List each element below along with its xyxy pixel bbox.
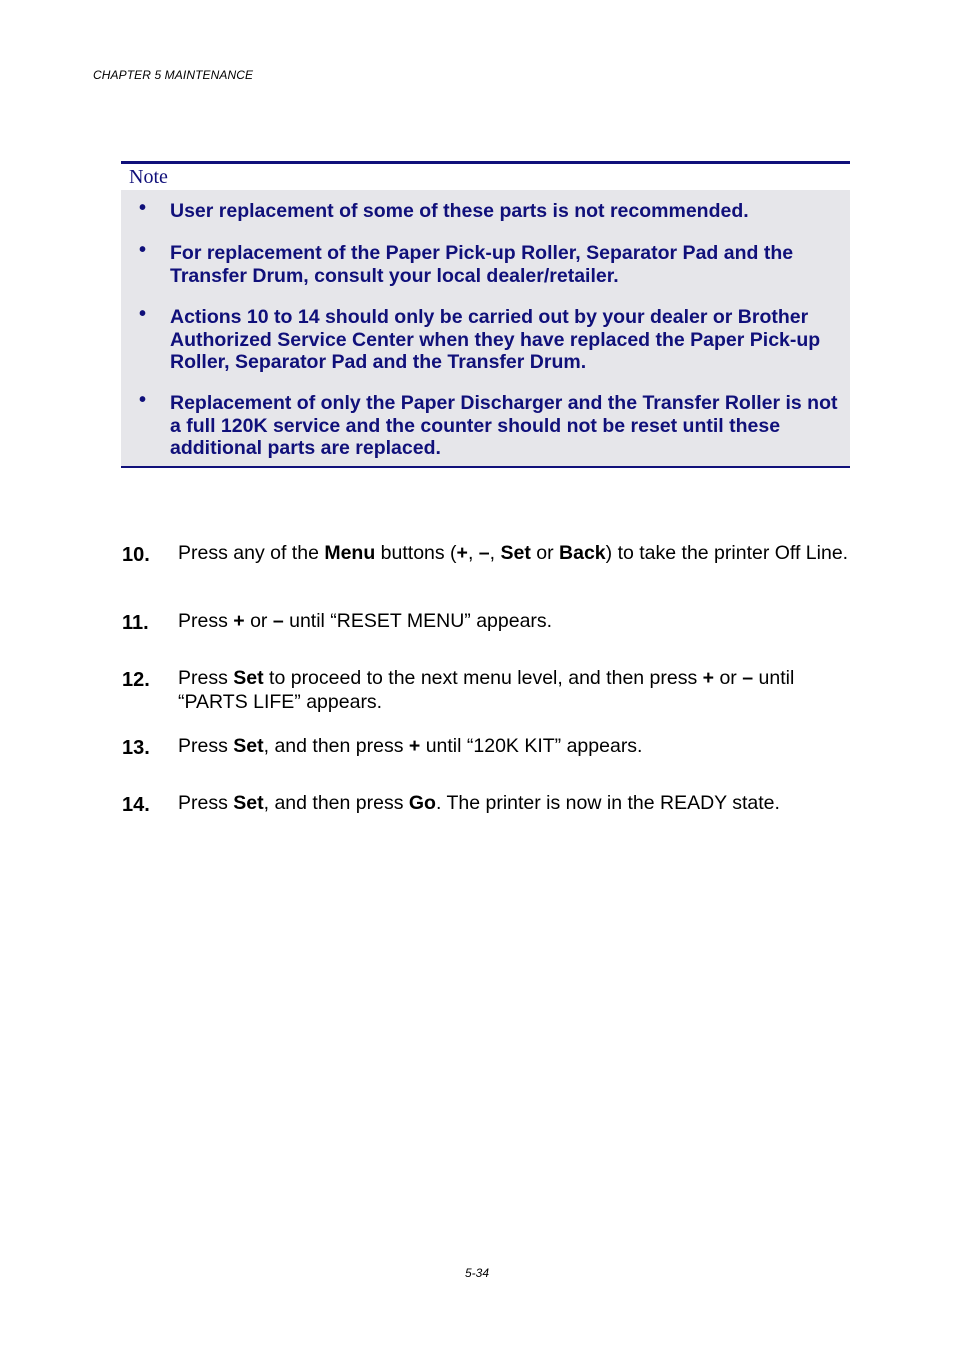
step-text-run: Press bbox=[178, 667, 234, 689]
step-keyword: Back bbox=[559, 542, 606, 564]
step-text-run: buttons ( bbox=[375, 542, 457, 564]
note-item: Actions 10 to 14 should only be carried out by your dealer or Brother Authorized Service Center when they have replaced the Paper Pick-up Roller, Separator Pad and the Transfer Drum. bbox=[170, 306, 821, 373]
step-text bbox=[178, 541, 850, 565]
step-number: 12. bbox=[122, 669, 150, 691]
step-text bbox=[178, 791, 850, 815]
step-number: 14. bbox=[122, 794, 150, 816]
step-text-run: , and then press bbox=[263, 792, 409, 814]
step-text-run: until “120K KIT” appears. bbox=[420, 735, 643, 757]
bullet-icon: • bbox=[139, 303, 147, 325]
step-keyword: – bbox=[478, 542, 490, 564]
step-keyword: Go bbox=[408, 792, 436, 814]
step-text-run: until “RESET MENU” appears. bbox=[283, 610, 553, 632]
step-keyword: Menu bbox=[324, 542, 376, 564]
note-label: Note bbox=[129, 166, 168, 188]
chapter-header: CHAPTER 5 MAINTENANCE bbox=[93, 68, 254, 82]
note-item: User replacement of some of these parts is not recommended. bbox=[170, 200, 749, 222]
step-keyword: Set bbox=[233, 792, 264, 814]
step-number: 13. bbox=[122, 737, 150, 759]
note-item: Replacement of only the Paper Discharger and the Transfer Roller is not a full 120K service and the counter should not be reset until these additional parts are replaced. bbox=[170, 392, 838, 459]
step-keyword: Set bbox=[233, 667, 264, 689]
step-text-run: or bbox=[244, 610, 273, 632]
step-keyword: Set bbox=[500, 542, 531, 564]
page-number: 5-34 bbox=[464, 1266, 490, 1280]
step-text-run: Press bbox=[178, 610, 234, 632]
step-keyword: + bbox=[456, 542, 468, 564]
step-text bbox=[178, 734, 850, 758]
step-number: 11. bbox=[122, 612, 149, 634]
step-keyword: + bbox=[233, 610, 245, 632]
step-keyword: + bbox=[702, 667, 715, 689]
step-text-run: , bbox=[467, 542, 479, 564]
bullet-icon: • bbox=[139, 389, 147, 411]
step-text-run: Press bbox=[178, 792, 234, 814]
step-text-run: , bbox=[489, 542, 501, 564]
step-text bbox=[178, 609, 850, 633]
step-keyword: – bbox=[742, 667, 754, 689]
step-text-run: ) to take the printer Off Line. bbox=[605, 542, 849, 564]
step-text-run: Press bbox=[178, 735, 234, 757]
step-text-run: until “PARTS LIFE” appears. bbox=[178, 667, 795, 713]
bullet-icon: • bbox=[139, 239, 147, 261]
step-text-run: . The printer is now in the READY state. bbox=[435, 792, 780, 814]
step-text-run: , and then press bbox=[263, 735, 409, 757]
step-text-run: Press any of the bbox=[178, 542, 325, 564]
step-keyword: – bbox=[272, 610, 284, 632]
step-keyword: + bbox=[408, 735, 421, 757]
step-keyword: Set bbox=[233, 735, 264, 757]
step-text-run: or bbox=[714, 667, 743, 689]
note-item: For replacement of the Paper Pick-up Roller, Separator Pad and the Transfer Drum, consult your local dealer/retailer. bbox=[170, 242, 794, 287]
step-text-run: to proceed to the next menu level, and then press bbox=[263, 667, 703, 689]
note-body bbox=[121, 190, 850, 466]
note-box bbox=[121, 161, 850, 468]
step-number: 10. bbox=[122, 544, 150, 566]
bullet-icon: • bbox=[139, 197, 147, 219]
step-text bbox=[178, 666, 850, 714]
step-text-run: or bbox=[530, 542, 560, 564]
